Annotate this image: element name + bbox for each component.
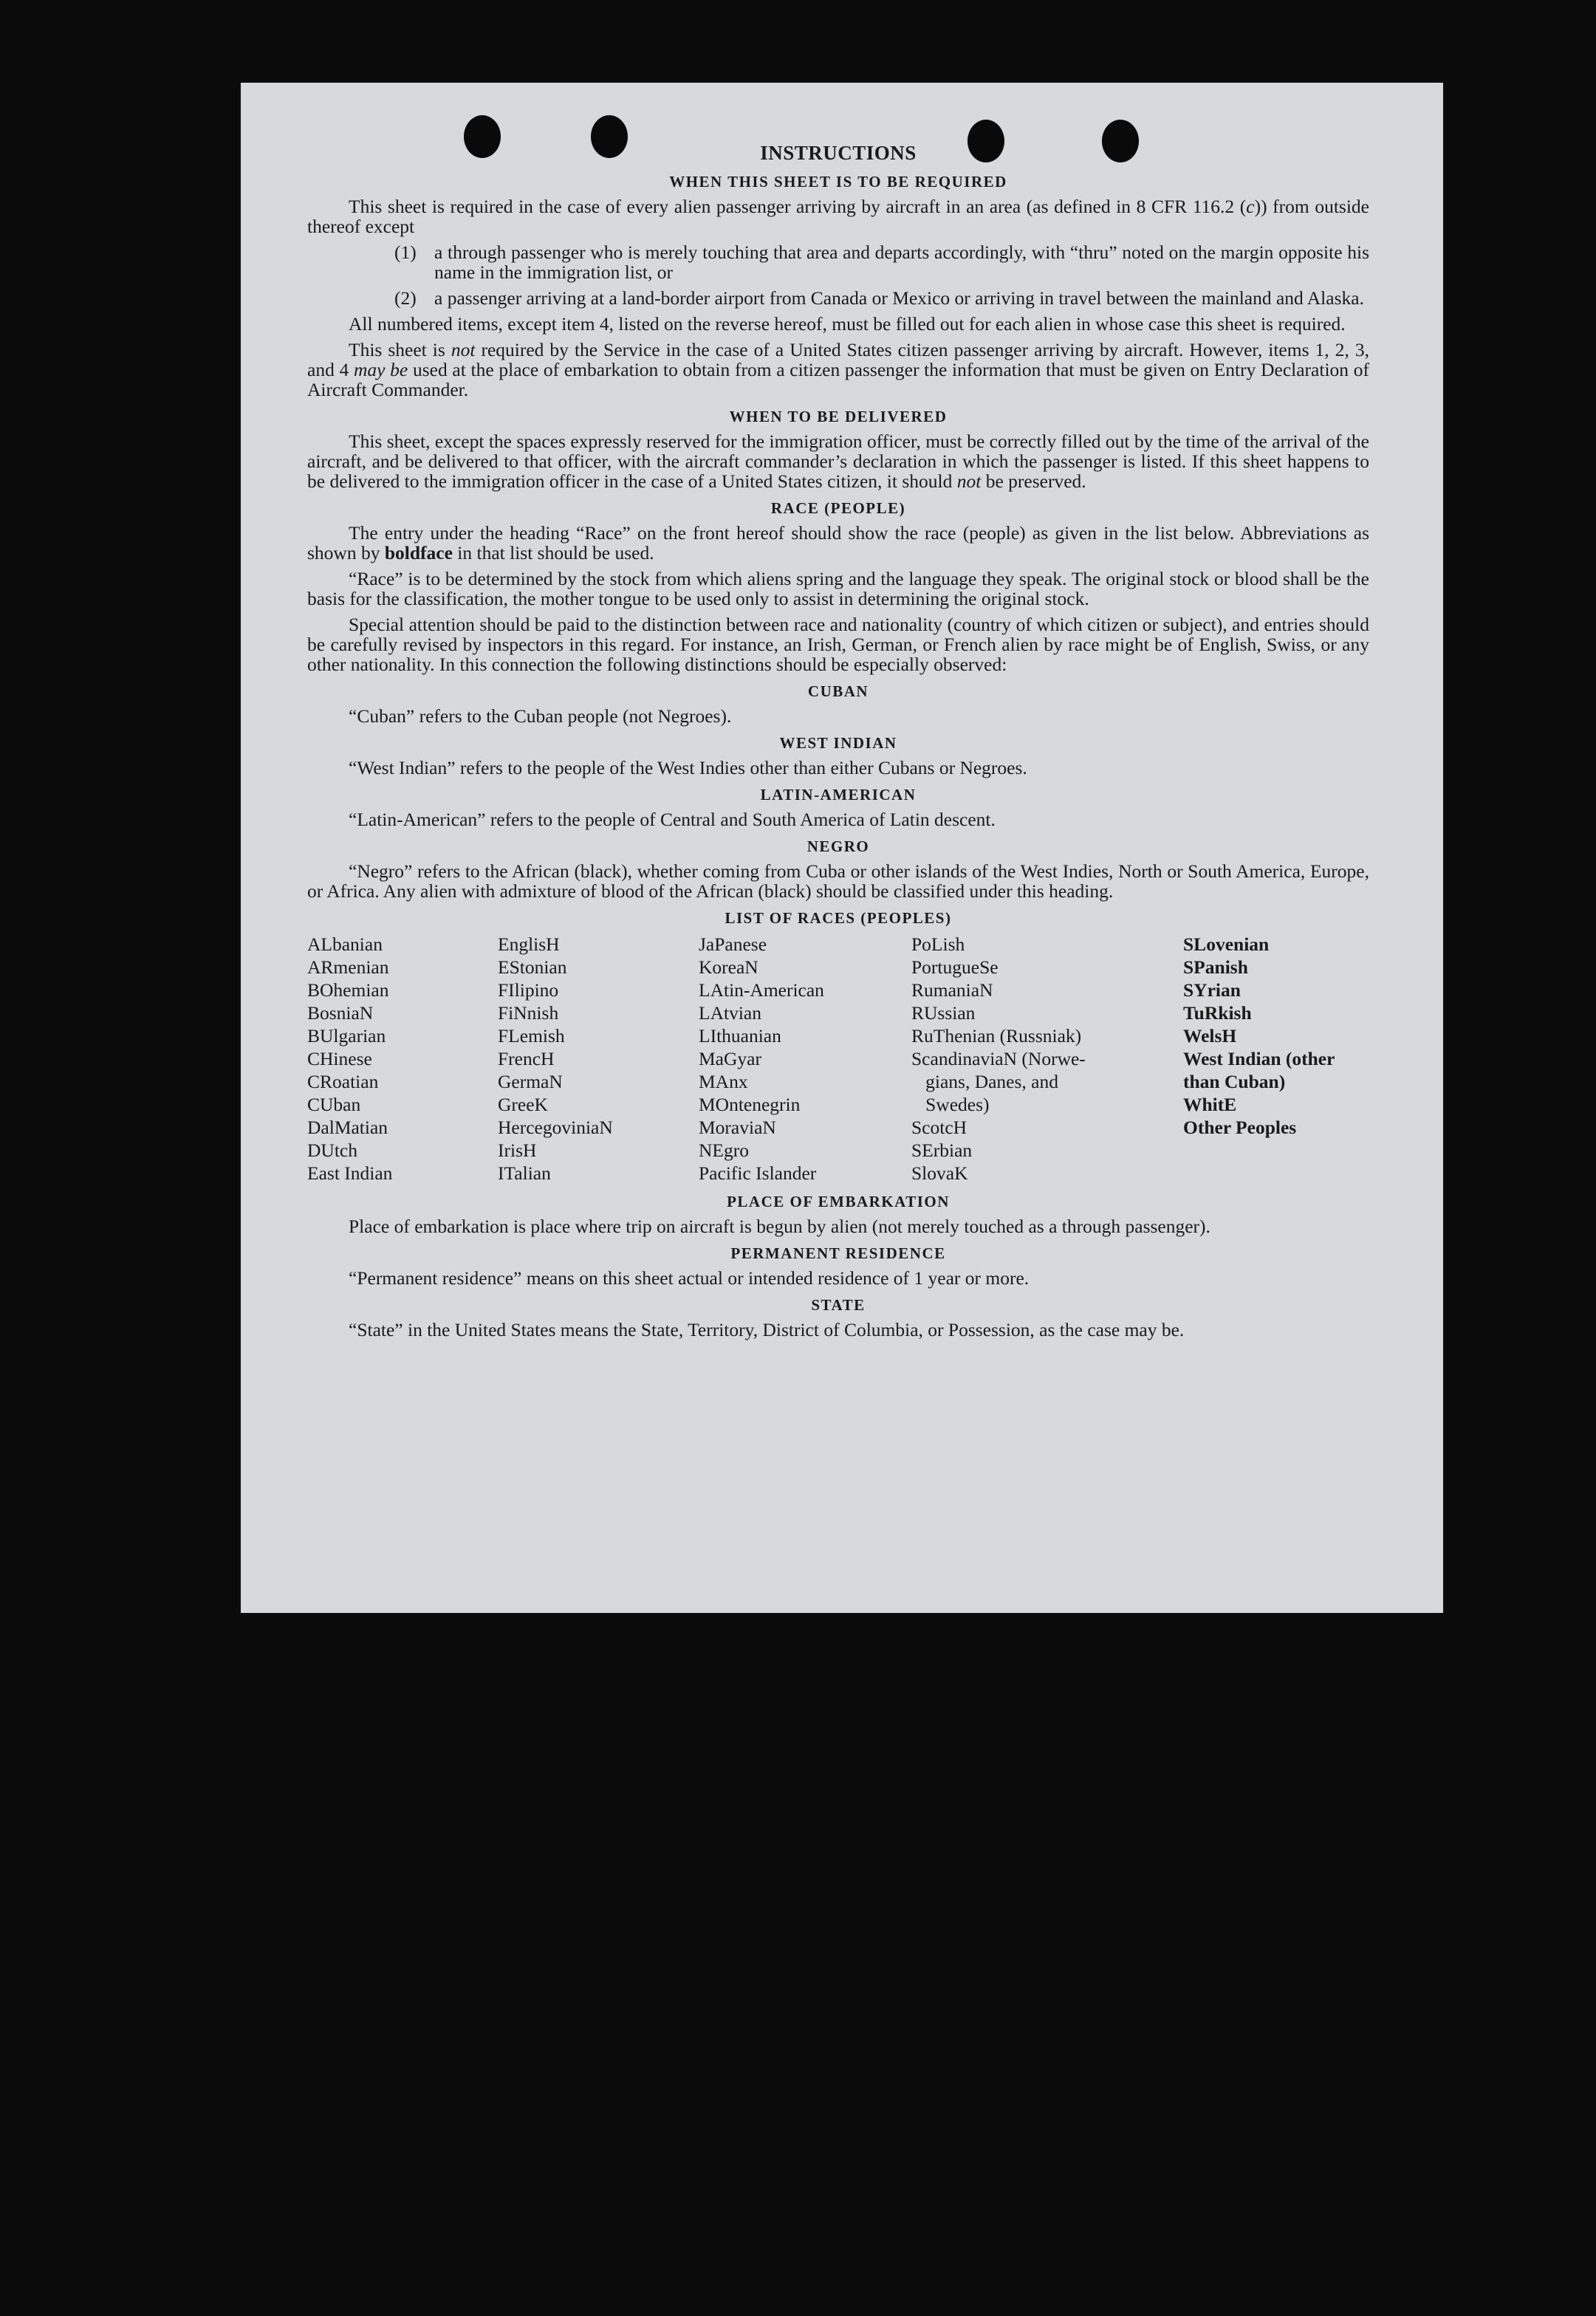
paragraph-latin-american: “Latin-American” refers to the people of Central and South America of Latin descent. — [349, 809, 996, 830]
race-entry: Swedes) — [911, 1094, 990, 1115]
exception-item — [394, 242, 1369, 282]
race-entry: MAnx — [699, 1071, 748, 1092]
paragraph-required — [307, 196, 1369, 236]
page-title: INSTRUCTIONS — [760, 142, 917, 164]
text-segment: This sheet, except the spaces expressly reserved for the immigration officer, must be correctly filled out by the time of the arrival of the aircraft, and be delivered to that officer, with the aircraft commander’s declaration in which the passenger is listed. If this sheet happens to be delivered to the immigration officer in the case of a United States citizen, it should — [307, 431, 1369, 492]
heading-west-indian: WEST INDIAN — [779, 734, 897, 752]
race-entry: LAtvian — [699, 1002, 761, 1024]
race-entry: BosniaN — [307, 1002, 374, 1024]
text-segment: be preserved. — [981, 470, 1086, 492]
paragraph-numbered-items: All numbered items, except item 4, listed on the reverse hereof, must be filled out for each alien in whose case this sheet is required. — [349, 313, 1346, 335]
races-column — [1183, 933, 1375, 1185]
heading-latin-american: LATIN-AMERICAN — [760, 786, 917, 804]
paragraph-citizen — [307, 340, 1369, 400]
race-entry: West Indian (other — [1183, 1048, 1335, 1069]
race-entry: BOhemian — [307, 979, 389, 1001]
race-entry: EnglisH — [498, 933, 560, 955]
race-entry: IrisH — [498, 1140, 537, 1161]
text-segment: This sheet is required in the case of every alien passenger arriving by aircraft in an area (as defined in 8 CFR 116.2 ( — [349, 196, 1247, 217]
race-entry: CUban — [307, 1094, 361, 1115]
paragraph-permanent-residence: “Permanent residence” means on this sheet actual or intended residence of 1 year or more. — [349, 1267, 1030, 1289]
race-entry: RumaniaN — [911, 979, 993, 1001]
race-entry: GermaN — [498, 1071, 563, 1092]
race-entry: DUtch — [307, 1140, 357, 1161]
heading-cuban: CUBAN — [807, 682, 869, 700]
race-entry: DalMatian — [307, 1117, 388, 1138]
race-entry: CHinese — [307, 1048, 372, 1069]
races-list — [307, 933, 1369, 1185]
race-entry: FLemish — [498, 1025, 565, 1046]
item-text: a passenger arriving at a land-border airport from Canada or Mexico or arriving in travel between the mainland and Alaska. — [434, 287, 1364, 309]
races-column — [911, 933, 1183, 1185]
race-entry: ITalian — [498, 1162, 551, 1184]
heading-when-delivered: WHEN TO BE DELIVERED — [729, 408, 948, 425]
race-entry: SYrian — [1183, 979, 1241, 1001]
race-entry: Other Peoples — [1183, 1117, 1297, 1138]
race-entry: JaPanese — [699, 933, 767, 955]
item-number: (1) — [394, 241, 417, 263]
race-entry: SPanish — [1183, 956, 1248, 978]
race-entry: WelsH — [1183, 1025, 1237, 1046]
races-column — [699, 933, 911, 1185]
text-segment: not — [451, 339, 476, 360]
race-entry: HercegoviniaN — [498, 1117, 613, 1138]
paragraph-embarkation: Place of embarkation is place where trip on aircraft is begun by alien (not merely touched as a through passenger). — [349, 1216, 1210, 1237]
text-segment: not — [956, 470, 982, 492]
race-entry: SErbian — [911, 1140, 973, 1161]
race-entry: PoLish — [911, 933, 965, 955]
text-segment: The entry under the heading “Race” on the front hereof should show the race (people) as given in the list below. Abbreviations as shown by — [307, 522, 1369, 563]
race-entry: RUssian — [911, 1002, 976, 1024]
paragraph-race-entry — [307, 523, 1369, 563]
race-entry: SlovaK — [911, 1162, 968, 1184]
heading-place-of-embarkation: PLACE OF EMBARKATION — [727, 1193, 950, 1210]
paragraph-west-indian: “West Indian” refers to the people of the West Indies other than either Cubans or Negroes. — [349, 757, 1027, 778]
heading-race: RACE (PEOPLE) — [770, 499, 906, 517]
race-entry: East Indian — [307, 1162, 393, 1184]
heading-list-of-races: LIST OF RACES (PEOPLES) — [725, 909, 952, 927]
text-segment: used at the place of embarkation to obtain from a citizen passenger the information that must be given on Entry Declaration of Aircraft Commander. — [307, 359, 1369, 400]
race-entry: WhitE — [1183, 1094, 1237, 1115]
race-entry: EStonian — [498, 956, 567, 978]
text-segment: in that list should be used. — [452, 542, 654, 563]
race-entry: LAtin-American — [699, 979, 824, 1001]
race-entry: gians, Danes, and — [911, 1071, 1058, 1092]
text-segment: boldface — [384, 542, 453, 563]
races-column — [498, 933, 699, 1185]
race-entry: FrencH — [498, 1048, 555, 1069]
instructions-content — [307, 143, 1369, 1346]
race-entry: ARmenian — [307, 956, 389, 978]
text-segment: required by the Service in the case of a United States citizen passenger arriving by aircraft. However, items 1, 2, 3, and 4 — [307, 339, 1369, 380]
race-entry: TuRkish — [1183, 1002, 1252, 1024]
text-segment: c — [1246, 196, 1255, 217]
item-number: (2) — [394, 287, 417, 309]
race-entry: FIlipino — [498, 979, 559, 1001]
race-entry: Pacific Islander — [699, 1162, 817, 1184]
paragraph-cuban: “Cuban” refers to the Cuban people (not Negroes). — [349, 705, 732, 727]
race-entry: RuThenian (Russniak) — [911, 1025, 1082, 1046]
race-entry: LIthuanian — [699, 1025, 781, 1046]
races-column — [307, 933, 498, 1185]
race-entry: than Cuban) — [1183, 1071, 1286, 1092]
paragraph-race-definition: “Race” is to be determined by the stock from which aliens spring and the language they speak. The original stock or blood shall be the basis for the classification, the mother tongue to be used only to assist in determining the original stock. — [307, 568, 1369, 609]
paragraph-race-nationality: Special attention should be paid to the distinction between race and nationality (country of which citizen or subject), and entries should be carefully revised by inspectors in this regard. For instance, an Irish, German, or French alien by race might be of English, Swiss, or any other nationality. In this connection the following distinctions should be especially observed: — [307, 614, 1369, 675]
item-text: a through passenger who is merely touching that area and departs accordingly, with “thru” noted on the margin opposite his name in the immigration list, or — [434, 241, 1369, 283]
race-entry: ALbanian — [307, 933, 383, 955]
text-segment: This sheet is — [349, 339, 451, 360]
race-entry: ScotcH — [911, 1117, 967, 1138]
heading-when-required: WHEN THIS SHEET IS TO BE REQUIRED — [669, 173, 1007, 191]
race-entry: MOntenegrin — [699, 1094, 801, 1115]
paragraph-negro: “Negro” refers to the African (black), whether coming from Cuba or other islands of the West Indies, North or South America, Europe, or Africa. Any alien with admixture of blood of the African (black) should be classified under this heading. — [307, 860, 1369, 902]
paragraph-delivered — [307, 431, 1369, 491]
race-entry: NEgro — [699, 1140, 749, 1161]
race-entry: CRoatian — [307, 1071, 379, 1092]
heading-permanent-residence: PERMANENT RESIDENCE — [730, 1244, 946, 1262]
race-entry: ScandinaviaN (Norwe- — [911, 1048, 1086, 1069]
paragraph-state: “State” in the United States means the State, Territory, District of Columbia, or Possession, as the case may be. — [349, 1319, 1185, 1340]
race-entry: FiNnish — [498, 1002, 559, 1024]
race-entry: KoreaN — [699, 956, 758, 978]
exception-item — [394, 288, 1369, 308]
heading-negro: NEGRO — [806, 837, 870, 855]
race-entry: SLovenian — [1183, 933, 1270, 955]
race-entry: PortugueSe — [911, 956, 999, 978]
race-entry: MoraviaN — [699, 1117, 776, 1138]
text-segment: may be — [353, 359, 408, 380]
heading-state: STATE — [811, 1296, 866, 1314]
text-segment: )) from outside thereof except — [307, 196, 1369, 237]
document-sheet — [241, 83, 1443, 1613]
race-entry: BUlgarian — [307, 1025, 386, 1046]
race-entry: GreeK — [498, 1094, 548, 1115]
race-entry: MaGyar — [699, 1048, 761, 1069]
